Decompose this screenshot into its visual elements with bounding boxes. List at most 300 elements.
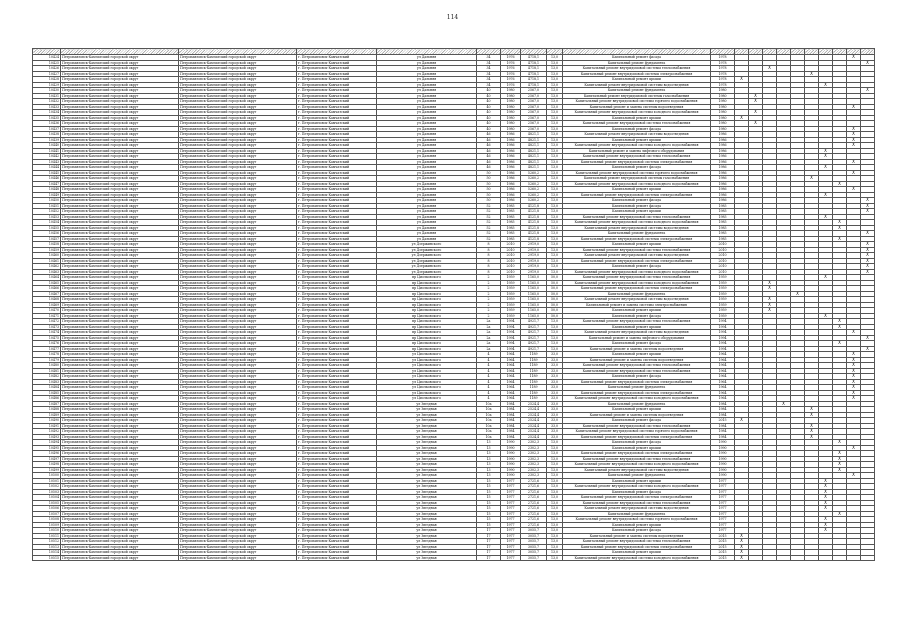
cell-district: Петропавловск-Камчатский городской округ <box>61 176 179 182</box>
cell-district: Петропавловск-Камчатский городской округ <box>61 555 179 561</box>
cell-city: г. Петропавловск-Камчатский <box>297 478 377 484</box>
cell-work: Капитальный ремонт внутридомовой системы электроснабжения <box>563 159 711 165</box>
cell-id: 10441 <box>33 148 61 154</box>
cell-city: г. Петропавловск-Камчатский <box>297 198 377 204</box>
cell-house: 34 <box>477 82 501 88</box>
cell-work: Капитальный ремонт внутридомовой системы холодного водоснабжения <box>563 462 711 468</box>
cell-year: 1964 <box>501 368 521 374</box>
cell-municipality: Петропавловск-Камчатский городской округ <box>179 473 297 479</box>
cell-sum: 13,0 <box>547 176 563 182</box>
cell-city: г. Петропавловск-Камчатский <box>297 220 377 226</box>
cell-area: 2567,0 <box>521 126 547 132</box>
cell-year: 1959 <box>501 313 521 319</box>
cell-house: 40 <box>477 88 501 94</box>
cell-district: Петропавловск-Камчатский городской округ <box>61 423 179 429</box>
cell-district: Петропавловск-Камчатский городской округ <box>61 110 179 116</box>
cell-sum: 13,0 <box>547 330 563 336</box>
cell-year: 1994 <box>501 319 521 325</box>
cell-plan: 1985 <box>711 231 735 237</box>
cell-work: Капитальный ремонт фасада <box>563 341 711 347</box>
cell-house: 2 <box>477 308 501 314</box>
cell-area: 5260,2 <box>521 187 547 193</box>
cell-work: Капитальный ремонт внутридомовой системы электроснабжения <box>563 236 711 242</box>
cell-district: Петропавловск-Камчатский городской округ <box>61 132 179 138</box>
cell-year: 1986 <box>501 132 521 138</box>
cell-year: 1964 <box>501 379 521 385</box>
cell-mark <box>805 555 819 561</box>
cell-year: 1977 <box>501 522 521 528</box>
cell-work: Капитальный ремонт внутридомовой системы газоснабжения <box>563 93 711 99</box>
cell-sum: 13,0 <box>547 242 563 248</box>
cell-sum: 13,0 <box>547 143 563 149</box>
cell-id: 10457 <box>33 236 61 242</box>
cell-city: г. Петропавловск-Камчатский <box>297 308 377 314</box>
cell-mark: X <box>805 434 819 440</box>
cell-municipality: Петропавловск-Камчатский городской округ <box>179 132 297 138</box>
cell-city: г. Петропавловск-Камчатский <box>297 264 377 270</box>
cell-work: Капитальный ремонт и замена системы электроснабжения <box>563 302 711 308</box>
cell-district: Петропавловск-Камчатский городской округ <box>61 539 179 545</box>
cell-year: 1986 <box>501 137 521 143</box>
cell-district: Петропавловск-Камчатский городской округ <box>61 99 179 105</box>
cell-municipality: Петропавловск-Камчатский городской округ <box>179 159 297 165</box>
cell-city: г. Петропавловск-Камчатский <box>297 82 377 88</box>
cell-plan: 1990 <box>711 473 735 479</box>
cell-work: Капитальный ремонт внутридомовой системы электроснабжения <box>563 451 711 457</box>
cell-street: ул Дальняя <box>377 148 477 154</box>
cell-id: 10467 <box>33 291 61 297</box>
cell-work: Капитальный ремонт внутридомовой системы электроснабжения <box>563 495 711 501</box>
cell-area: 2567,0 <box>521 115 547 121</box>
cell-work: Капитальный ремонт фундамента <box>563 473 711 479</box>
cell-mark: X <box>833 467 847 473</box>
cell-work: Капитальный ремонт и замена системы водоотведения <box>563 104 711 110</box>
cell-house: 50 <box>477 176 501 182</box>
cell-year: 1959 <box>501 297 521 303</box>
cell-work: Капитальный ремонт внутридомовой системы теплоснабжения <box>563 368 711 374</box>
cell-plan: 1977 <box>711 517 735 523</box>
cell-year: 1977 <box>501 495 521 501</box>
cell-city: г. Петропавловск-Камчатский <box>297 88 377 94</box>
cell-id: 10470 <box>33 308 61 314</box>
cell-id: 10438 <box>33 132 61 138</box>
cell-work: Капитальный ремонт внутридомовой системы водоотведения <box>563 467 711 473</box>
cell-district: Петропавловск-Камчатский городской округ <box>61 82 179 88</box>
cell-id: 10508 <box>33 517 61 523</box>
cell-work: Капитальный ремонт фасада <box>563 418 711 424</box>
table-body <box>33 55 875 561</box>
cell-sum: 50,0 <box>547 302 563 308</box>
cell-street: пр Циолковского <box>377 313 477 319</box>
cell-sum: 13,0 <box>547 456 563 462</box>
cell-work: Капитальный ремонт внутридомовой системы электроснабжения <box>563 71 711 77</box>
cell-district: Петропавловск-Камчатский городской округ <box>61 154 179 160</box>
cell-id: 10506 <box>33 506 61 512</box>
cell-mark: X <box>847 385 861 391</box>
cell-house: 17 <box>477 555 501 561</box>
cell-house: 40 <box>477 121 501 127</box>
cell-house: 52 <box>477 236 501 242</box>
cell-street: ул Дальняя <box>377 236 477 242</box>
cell-municipality: Петропавловск-Камчатский городской округ <box>179 555 297 561</box>
cell-sum: 13,0 <box>547 440 563 446</box>
cell-district: Петропавловск-Камчатский городской округ <box>61 137 179 143</box>
cell-city: г. Петропавловск-Камчатский <box>297 253 377 259</box>
cell-city: г. Петропавловск-Камчатский <box>297 495 377 501</box>
cell-area: 2302,3 <box>521 440 547 446</box>
cell-house: 4 <box>477 374 501 380</box>
cell-street: ул Дальняя <box>377 132 477 138</box>
cell-city: г. Петропавловск-Камчатский <box>297 269 377 275</box>
cell-sum: 13,0 <box>547 55 563 61</box>
cell-year: 1984 <box>501 401 521 407</box>
cell-plan: 2015 <box>711 539 735 545</box>
cell-year: 1985 <box>501 236 521 242</box>
cell-area: 2524,4 <box>521 434 547 440</box>
cell-district: Петропавловск-Камчатский городской округ <box>61 319 179 325</box>
cell-sum: 13,0 <box>547 231 563 237</box>
cell-year: 1984 <box>501 429 521 435</box>
cell-municipality: Петропавловск-Камчатский городской округ <box>179 550 297 556</box>
cell-plan: 1964 <box>711 390 735 396</box>
cell-district: Петропавловск-Камчатский городской округ <box>61 412 179 418</box>
cell-municipality: Петропавловск-Камчатский городской округ <box>179 451 297 457</box>
cell-street: пр Циолковского <box>377 291 477 297</box>
cell-work: Капитальный ремонт крыши <box>563 209 711 215</box>
cell-area: 2302,3 <box>521 467 547 473</box>
cell-house: 40 <box>477 115 501 121</box>
cell-city: г. Петропавловск-Камчатский <box>297 467 377 473</box>
cell-work: Капитальный ремонт и замена лифтового оборудования <box>563 148 711 154</box>
cell-work: Капитальный ремонт и замена системы водоотведения <box>563 346 711 352</box>
cell-mark: X <box>819 528 833 534</box>
cell-city: г. Петропавловск-Камчатский <box>297 231 377 237</box>
cell-street: ул Звездная <box>377 539 477 545</box>
cell-house: 46 <box>477 143 501 149</box>
cell-year: 1964 <box>501 390 521 396</box>
cell-work: Капитальный ремонт внутридомовой системы теплоснабжения <box>563 247 711 253</box>
cell-plan: 1964 <box>711 357 735 363</box>
cell-street: ул Дальняя <box>377 231 477 237</box>
cell-work: Капитальный ремонт внутридомовой системы водоотведения <box>563 132 711 138</box>
cell-sum: 13,0 <box>547 110 563 116</box>
cell-id: 10461 <box>33 258 61 264</box>
cell-sum: 13,0 <box>547 462 563 468</box>
cell-mark <box>847 555 861 561</box>
cell-id: 10480 <box>33 363 61 369</box>
cell-district: Петропавловск-Камчатский городской округ <box>61 77 179 83</box>
cell-year: 1980 <box>501 115 521 121</box>
cell-sum: 13,0 <box>547 71 563 77</box>
cell-area: 4821,1 <box>521 148 547 154</box>
cell-work: Капитальный ремонт внутридомовой системы электроснабжения <box>563 379 711 385</box>
cell-street: ул Звездная <box>377 473 477 479</box>
cell-area: 1189 <box>521 368 547 374</box>
cell-municipality: Петропавловск-Камчатский городской округ <box>179 275 297 281</box>
cell-district: Петропавловск-Камчатский городской округ <box>61 104 179 110</box>
cell-house: 2 <box>477 275 501 281</box>
cell-year: 2010 <box>501 253 521 259</box>
cell-house: 2 <box>477 286 501 292</box>
cell-district: Петропавловск-Камчатский городской округ <box>61 115 179 121</box>
cell-work: Капитальный ремонт фасада <box>563 440 711 446</box>
cell-work: Капитальный ремонт внутридомовой системы горячего водоснабжения <box>563 517 711 523</box>
cell-mark: X <box>847 352 861 358</box>
cell-area: 2721,6 <box>521 517 547 523</box>
cell-district: Петропавловск-Камчатский городской округ <box>61 165 179 171</box>
cell-sum: 13,0 <box>547 445 563 451</box>
cell-sum: 13,0 <box>547 533 563 539</box>
cell-area: 1189 <box>521 363 547 369</box>
cell-municipality: Петропавловск-Камчатский городской округ <box>179 181 297 187</box>
cell-mark: X <box>847 374 861 380</box>
cell-district: Петропавловск-Камчатский городской округ <box>61 456 179 462</box>
cell-year: 1964 <box>501 357 521 363</box>
cell-id: 10426 <box>33 66 61 72</box>
cell-district: Петропавловск-Камчатский городской округ <box>61 401 179 407</box>
cell-street: ул Дальняя <box>377 187 477 193</box>
cell-mark: X <box>847 379 861 385</box>
cell-city: г. Петропавловск-Камчатский <box>297 121 377 127</box>
cell-house: 52 <box>477 203 501 209</box>
cell-mark: X <box>805 176 819 182</box>
cell-district: Петропавловск-Камчатский городской округ <box>61 390 179 396</box>
cell-area: 2302,3 <box>521 462 547 468</box>
cell-sum: 13,0 <box>547 555 563 561</box>
cell-year: 2010 <box>501 264 521 270</box>
cell-id: 10428 <box>33 77 61 83</box>
cell-plan: 1994 <box>711 319 735 325</box>
cell-id: 10490 <box>33 418 61 424</box>
cell-municipality: Петропавловск-Камчатский городской округ <box>179 71 297 77</box>
cell-district: Петропавловск-Камчатский городской округ <box>61 363 179 369</box>
cell-id: 10515 <box>33 555 61 561</box>
cell-house: 50 <box>477 181 501 187</box>
cell-id: 10475 <box>33 335 61 341</box>
cell-district: Петропавловск-Камчатский городской округ <box>61 550 179 556</box>
cell-sum: 13,0 <box>547 522 563 528</box>
cell-work: Капитальный ремонт фундамента <box>563 401 711 407</box>
cell-id: 10471 <box>33 313 61 319</box>
cell-street: ул Дальняя <box>377 192 477 198</box>
cell-plan: 1977 <box>711 489 735 495</box>
cell-street: ул Звездная <box>377 517 477 523</box>
cell-street: ул Звездная <box>377 429 477 435</box>
cell-mark: X <box>847 390 861 396</box>
cell-plan: 2010 <box>711 258 735 264</box>
cell-mark: X <box>847 445 861 451</box>
cell-sum: 33,0 <box>547 379 563 385</box>
cell-municipality: Петропавловск-Камчатский городской округ <box>179 242 297 248</box>
cell-street: пр Циолковского <box>377 302 477 308</box>
cell-house: 46 <box>477 165 501 171</box>
cell-plan: 1985 <box>711 209 735 215</box>
cell-mark: X <box>749 93 763 99</box>
cell-area: 3055,7 <box>521 544 547 550</box>
cell-area: 4821,1 <box>521 154 547 160</box>
cell-mark: X <box>819 82 833 88</box>
cell-area: 4921,7 <box>521 346 547 352</box>
cell-mark: X <box>819 484 833 490</box>
cell-municipality: Петропавловск-Камчатский городской округ <box>179 495 297 501</box>
cell-year: 1977 <box>501 517 521 523</box>
cell-area: 1165,0 <box>521 308 547 314</box>
cell-area: 4718,1 <box>521 82 547 88</box>
cell-city: г. Петропавловск-Камчатский <box>297 71 377 77</box>
cell-municipality: Петропавловск-Камчатский городской округ <box>179 104 297 110</box>
cell-street: пр Циолковского <box>377 275 477 281</box>
cell-id: 10462 <box>33 264 61 270</box>
cell-district: Петропавловск-Камчатский городской округ <box>61 170 179 176</box>
cell-year: 1980 <box>501 88 521 94</box>
cell-district: Петропавловск-Камчатский городской округ <box>61 148 179 154</box>
cell-work: Капитальный ремонт фасада <box>563 55 711 61</box>
cell-plan: 1978 <box>711 60 735 66</box>
cell-street: ул Дальняя <box>377 99 477 105</box>
cell-work: Капитальный ремонт крыши <box>563 137 711 143</box>
cell-street: ул Дальняя <box>377 176 477 182</box>
cell-municipality: Петропавловск-Камчатский городской округ <box>179 55 297 61</box>
cell-area: 4121,8 <box>521 209 547 215</box>
cell-year: 1977 <box>501 528 521 534</box>
cell-work: Капитальный ремонт внутридомовой системы холодного водоснабжения <box>563 484 711 490</box>
cell-district: Петропавловск-Камчатский городской округ <box>61 445 179 451</box>
cell-plan: 2010 <box>711 264 735 270</box>
cell-work: Капитальный ремонт внутридомовой системы теплоснабжения <box>563 275 711 281</box>
cell-city: г. Петропавловск-Камчатский <box>297 247 377 253</box>
cell-house: 10а <box>477 407 501 413</box>
cell-street: пр Циолковского <box>377 324 477 330</box>
cell-mark: X <box>805 412 819 418</box>
cell-street: ул Звездная <box>377 401 477 407</box>
cell-municipality: Петропавловск-Камчатский городской округ <box>179 231 297 237</box>
cell-mark: X <box>819 313 833 319</box>
cell-work: Капитальный ремонт внутридомовой системы водоотведения <box>563 297 711 303</box>
cell-mark: X <box>819 275 833 281</box>
cell-street: пр Циолковского <box>377 330 477 336</box>
cell-year: 1980 <box>501 93 521 99</box>
cell-id: 10440 <box>33 143 61 149</box>
cell-area: 1189 <box>521 374 547 380</box>
cell-house: 13 <box>477 451 501 457</box>
cell-mark <box>763 555 777 561</box>
cell-city: г. Петропавловск-Камчатский <box>297 539 377 545</box>
cell-plan: 1986 <box>711 148 735 154</box>
cell-area: 2721,6 <box>521 506 547 512</box>
cell-house: 10а <box>477 429 501 435</box>
cell-district: Петропавловск-Камчатский городской округ <box>61 368 179 374</box>
cell-work: Капитальный ремонт фундамента <box>563 88 711 94</box>
cell-municipality: Петропавловск-Камчатский городской округ <box>179 187 297 193</box>
cell-id: 10453 <box>33 214 61 220</box>
cell-street: ул Звездная <box>377 511 477 517</box>
cell-sum: 33,0 <box>547 368 563 374</box>
cell-sum: 13,0 <box>547 66 563 72</box>
cell-area: 2524,4 <box>521 418 547 424</box>
cell-street: ул Звездная <box>377 407 477 413</box>
cell-city: г. Петропавловск-Камчатский <box>297 242 377 248</box>
cell-city: г. Петропавловск-Камчатский <box>297 126 377 132</box>
cell-city: г. Петропавловск-Камчатский <box>297 440 377 446</box>
cell-work: Капитальный ремонт крыши <box>563 324 711 330</box>
cell-district: Петропавловск-Камчатский городской округ <box>61 429 179 435</box>
cell-city: г. Петропавловск-Камчатский <box>297 192 377 198</box>
cell-municipality: Петропавловск-Камчатский городской округ <box>179 374 297 380</box>
cell-area: 4718,1 <box>521 60 547 66</box>
cell-work: Капитальный ремонт фундамента <box>563 60 711 66</box>
cell-house: 13 <box>477 473 501 479</box>
cell-plan: 1959 <box>711 313 735 319</box>
cell-work: Капитальный ремонт внутридомовой системы холодного водоснабжения <box>563 220 711 226</box>
cell-sum: 13,0 <box>547 209 563 215</box>
cell-area: 3055,7 <box>521 550 547 556</box>
cell-mark: X <box>861 335 875 341</box>
cell-district: Петропавловск-Камчатский городской округ <box>61 203 179 209</box>
cell-district: Петропавловск-Камчатский городской округ <box>61 286 179 292</box>
cell-plan: 1986 <box>711 154 735 160</box>
cell-street: ул Звездная <box>377 423 477 429</box>
cell-city: г. Петропавловск-Камчатский <box>297 55 377 61</box>
cell-area: 4921,7 <box>521 324 547 330</box>
cell-id: 10500 <box>33 473 61 479</box>
cell-id: 10478 <box>33 352 61 358</box>
cell-area: 4121,8 <box>521 236 547 242</box>
cell-plan: 1990 <box>711 467 735 473</box>
cell-municipality: Петропавловск-Камчатский городской округ <box>179 533 297 539</box>
cell-district: Петропавловск-Камчатский городской округ <box>61 88 179 94</box>
cell-mark <box>791 555 805 561</box>
cell-house: 15 <box>477 500 501 506</box>
cell-area: 4718,1 <box>521 71 547 77</box>
cell-city: г. Петропавловск-Камчатский <box>297 484 377 490</box>
cell-year: 1994 <box>501 335 521 341</box>
cell-area: 1165,0 <box>521 297 547 303</box>
cell-district: Петропавловск-Камчатский городской округ <box>61 269 179 275</box>
cell-work: Капитальный ремонт и замена системы водоотведения <box>563 357 711 363</box>
cell-plan: 1994 <box>711 335 735 341</box>
cell-house: 13 <box>477 445 501 451</box>
cell-district: Петропавловск-Камчатский городской округ <box>61 258 179 264</box>
cell-sum: 13,0 <box>547 478 563 484</box>
cell-work: Капитальный ремонт внутридомовой системы теплоснабжения <box>563 154 711 160</box>
cell-plan: 1985 <box>711 220 735 226</box>
cell-area: 2567,0 <box>521 110 547 116</box>
cell-plan: 1980 <box>711 104 735 110</box>
cell-house: 15 <box>477 511 501 517</box>
cell-work: Капитальный ремонт внутридомовой системы холодного водоснабжения <box>563 269 711 275</box>
cell-street: ул Дальняя <box>377 104 477 110</box>
cell-sum: 50,0 <box>547 291 563 297</box>
cell-municipality: Петропавловск-Камчатский городской округ <box>179 170 297 176</box>
cell-city: г. Петропавловск-Камчатский <box>297 148 377 154</box>
cell-year: 1977 <box>501 478 521 484</box>
cell-plan: 1959 <box>711 302 735 308</box>
cell-city: г. Петропавловск-Камчатский <box>297 528 377 534</box>
cell-mark: X <box>749 121 763 127</box>
cell-city: г. Петропавловск-Камчатский <box>297 517 377 523</box>
cell-district: Петропавловск-Камчатский городской округ <box>61 418 179 424</box>
cell-sum: 13,0 <box>547 121 563 127</box>
cell-street: ул Дальняя <box>377 82 477 88</box>
cell-area: 2721,6 <box>521 495 547 501</box>
cell-work: Капитальный ремонт внутридомовой системы теплоснабжения <box>563 214 711 220</box>
cell-id: 10443 <box>33 159 61 165</box>
cell-mark: X <box>847 363 861 369</box>
cell-district: Петропавловск-Камчатский городской округ <box>61 143 179 149</box>
cell-id: 10497 <box>33 456 61 462</box>
cell-sum: 13,0 <box>547 192 563 198</box>
cell-house: 40 <box>477 99 501 105</box>
